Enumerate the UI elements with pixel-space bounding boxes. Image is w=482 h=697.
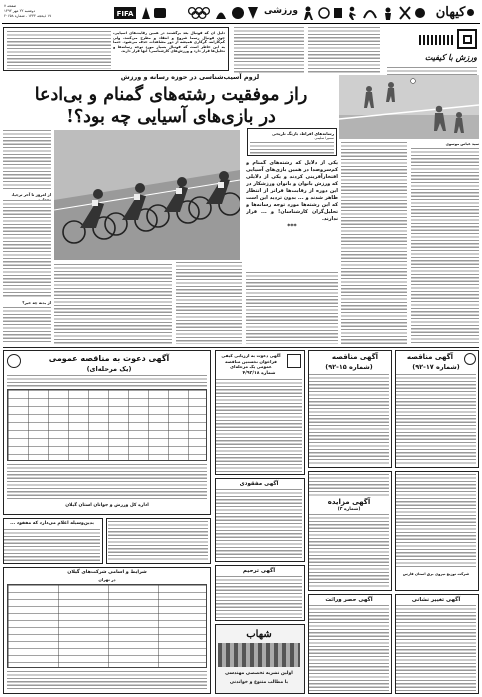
ad-electricity-text <box>396 474 476 568</box>
ad-address-change <box>395 594 479 694</box>
left-col-under-photo <box>54 264 172 344</box>
issue-line: ۱۷ ذیحجه ۱۴۳۴ - شماره ۲۰۶۵۸ <box>4 14 52 18</box>
ad-qualification <box>215 350 305 475</box>
cycling-photo <box>54 130 240 260</box>
pull-quote <box>246 160 338 270</box>
right-col-2 <box>341 142 407 344</box>
headline-kicker: لزوم آسیب‌شناسی در حوزه رسانه و ورزش <box>120 73 260 81</box>
ad-tender-17-text <box>396 374 476 466</box>
ad-qualification-number: شماره ۴/۹۲/۱۸ <box>242 371 276 376</box>
right-article-header <box>409 142 479 146</box>
side-box-text <box>250 142 334 154</box>
ad-gilan-companies <box>3 567 211 694</box>
ad-tender-15-title: آگهی مناقصه <box>331 353 379 361</box>
ad-lost <box>215 478 305 562</box>
left-col-mid <box>3 200 51 298</box>
brand-square-icon <box>463 35 472 44</box>
top-sports-photo <box>339 75 479 139</box>
ad-condolence-title: آگهی ترحیم <box>242 568 276 574</box>
headline-line-2: در بازی‌های آسیایی چه بود؟! <box>66 107 276 127</box>
left-col-bottom <box>3 307 51 344</box>
left-col-top <box>3 130 51 190</box>
date-line: دوشنبه ۲۲ مهر ۱۳۹۲ <box>4 9 36 13</box>
ad-lost-text <box>216 489 302 559</box>
volleyball-players-image <box>339 75 479 139</box>
athlete-silhouettes-icon <box>300 5 428 21</box>
headline-line-1: راز موفقیت رشته‌های گمنام و بی‌ادعا <box>34 85 308 105</box>
ad-gilan-sub: در تهران <box>98 577 116 582</box>
ad-qualification-title: آگهی دعوت به ارزیابی کیفی فراخوان نخستین مناقصه عمومی یک مرحله‌ای <box>221 353 281 369</box>
brand-title: ورزش با کیفیت <box>424 53 477 62</box>
ad-public-tender-footer: اداره کل ورزش و جوانان استان گیلان <box>65 503 149 508</box>
olympic-logos-strip <box>112 5 262 21</box>
ad-inheritance-title: آگهی حصر وراثت <box>325 597 373 603</box>
right-col-1 <box>411 148 479 344</box>
ad-tender-15 <box>308 350 392 468</box>
ad-public-tender-logo-icon <box>7 354 21 368</box>
left-subhead-2: از بدنه چه خبر؟ <box>22 300 51 305</box>
olympic-rings-icon <box>112 5 262 21</box>
center-col-1 <box>246 272 338 344</box>
ad-lost-notice <box>3 518 103 564</box>
ad-public-tender-intro <box>7 375 207 387</box>
ad-address-change-text <box>396 605 476 691</box>
ad-auction-pre <box>309 474 389 496</box>
ad-inheritance <box>308 594 392 694</box>
ad-address-change-title: آگهی تغییر نشانی <box>411 597 461 603</box>
ad-auction-title: آگهی مزایده <box>327 498 371 506</box>
ads-separator <box>3 347 479 348</box>
ad-small-left-text <box>108 521 208 561</box>
newspaper-logo: کیهان <box>432 3 478 22</box>
ad-promo-image <box>218 643 300 667</box>
side-box-sub: سمیرا سلیمی <box>314 136 334 140</box>
side-box <box>247 128 337 156</box>
ad-public-tender <box>3 350 211 515</box>
page-number: صفحه ۷ <box>4 4 17 8</box>
ad-qualification-text <box>216 379 302 473</box>
ad-public-tender-subtitle: (یک مرحله‌ای) <box>86 365 132 373</box>
section-label: ورزشی <box>264 6 298 16</box>
ad-inheritance-text <box>309 605 389 691</box>
intro-box <box>3 27 229 71</box>
logo-circle-icon <box>467 9 474 16</box>
pull-quote-text: یکی از دلایل که رشته‌های گمنام و کم‌سروصدا در همین بازی‌های آسیایی افتخارآفرینی کردند و یکی از دلایلی که ورزش بانوان و بانوان ورزشکار در این دوره از رقابت‌ها فراتر از انتظار ظاهر شدند و ... بدون تردید این است که این رشته‌ها مورد توجه رسانه‌ها و تحلیل‌گران کارشناسان! و ... قرار ندارند. <box>246 160 338 222</box>
ad-promo-line2: با مطالب متنوع و خواندنی <box>229 680 289 685</box>
ad-small-left <box>106 518 211 564</box>
ad-tender-17 <box>395 350 479 468</box>
ad-promo-brand: شهاب <box>246 629 272 640</box>
ad-promo-line1: اولین نشریه تخصصی مهندسی <box>225 671 293 676</box>
ad-tender-15-number: (شماره ۱۵-۹۲) <box>325 363 373 371</box>
brand-pattern <box>419 35 453 45</box>
ad-public-tender-table <box>7 389 207 461</box>
ad-qualification-emblem-icon <box>287 354 301 368</box>
masthead <box>2 2 480 24</box>
intro-box-col-left <box>7 31 111 69</box>
ad-gilan-table <box>7 584 207 668</box>
intro-box-text: دلیل آن که فوتبال بعد برگشتند در همین رقابت‌های آسیایی، چون فوتبال رسما شروع و انتقاد و مطرح می‌کنند، ولی کم‌کارانه، گرکاری همیشه از دور مشاهدات حذف می‌شود. حتما به این خاطر است که فوتبال بسیار مورد توجه رسانه‌ها و تحلیل‌ها قرار دارد و ورزش‌های کارشناسی! آنها قرار دارند. <box>113 31 225 54</box>
svg-text:FIFA: FIFA <box>116 10 134 18</box>
right-article-author: سید عباس موسوی <box>445 142 479 146</box>
ad-electricity <box>395 471 479 591</box>
ad-tender-17-number: (شماره ۱۷-۹۲) <box>412 363 460 371</box>
ad-lost-notice-title: بدین‌وسیله اعلام می‌دارد که مفقود ... <box>10 521 94 526</box>
left-subhead-1: از امروز تا آخر ترجیا، <box>11 192 51 197</box>
ad-electricity-footer: شرکت توزیع نیروی برق استان فارس <box>402 572 470 576</box>
top-col-a <box>308 27 380 73</box>
ad-gilan-title: شرایط و اسامی شرکت‌های گیلان <box>67 570 147 575</box>
ad-promo-shahab <box>215 624 305 694</box>
sports-icons-strip <box>300 5 428 21</box>
ad-public-tender-title: آگهی دعوت به مناقصه عمومی <box>48 354 170 363</box>
top-col-b <box>234 27 304 73</box>
pull-quote-stars: *** <box>287 223 297 230</box>
ad-auction <box>308 471 392 591</box>
ad-public-tender-terms <box>7 464 207 500</box>
ad-tender-17-title: آگهی مناقصه <box>406 353 454 361</box>
ad-tender-15-text <box>309 374 389 466</box>
ad-gilan-text <box>7 671 207 691</box>
ad-lost-title: آگهی مفقودی <box>239 481 279 487</box>
cyclists-image <box>54 130 240 260</box>
ad-auction-number: (شماره ۳) <box>337 507 361 512</box>
center-col-2 <box>176 262 242 344</box>
ad-lost-notice-text <box>4 529 100 562</box>
date-block <box>4 4 66 19</box>
brand-logo-box <box>457 29 477 49</box>
side-box-title: رسانه‌های افراط، بازنگ تاریخی <box>272 131 334 136</box>
ad-condolence <box>215 565 305 621</box>
ad-auction-text <box>309 514 389 588</box>
main-headline <box>3 84 339 128</box>
ad-condolence-text <box>216 576 302 618</box>
